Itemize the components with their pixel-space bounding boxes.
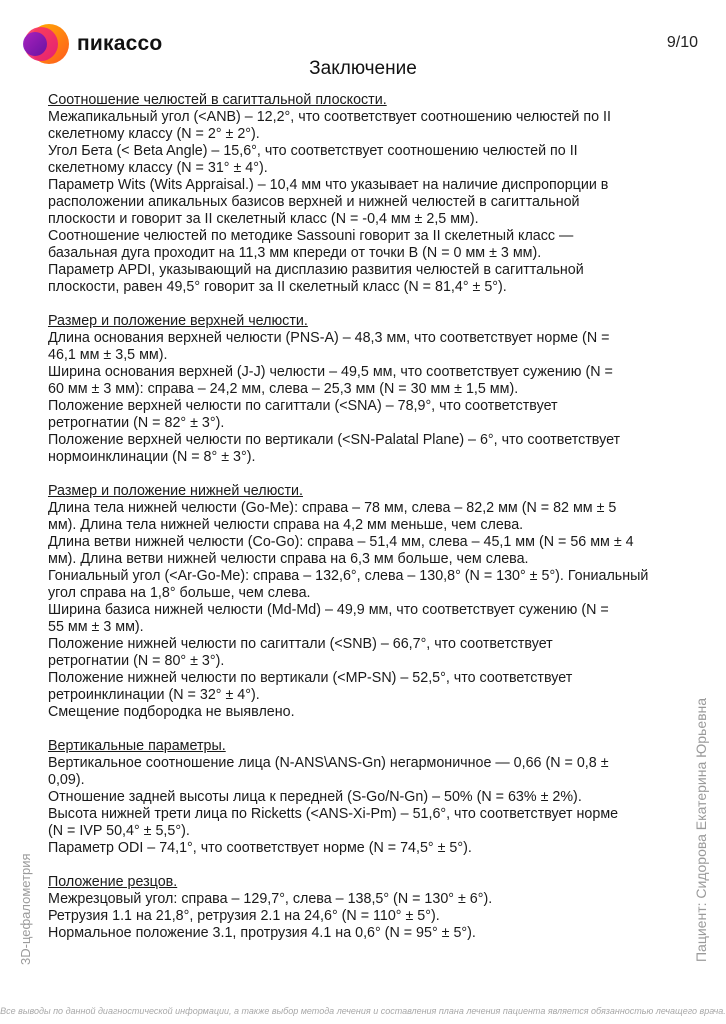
- text-line: 0,09).: [48, 772, 85, 788]
- text-line: угол справа на 1,8° больше, чем слева.: [48, 585, 311, 601]
- section-sagittal: [48, 92, 678, 296]
- footer-disclaimer: Все выводы по данной диагностической информации, а также выбор метода лечения и составления плана лечения пациента является обязанностью лечащего врача.: [0, 1006, 726, 1016]
- text-line: Параметр ODI – 74,1°, что соответствует норме (N = 74,5° ± 5°).: [48, 840, 472, 856]
- section-title: Размер и положение верхней челюсти.: [48, 313, 308, 329]
- section-lower-jaw: [48, 483, 678, 721]
- text-line: Ретрузия 1.1 на 21,8°, ретрузия 2.1 на 24,6° (N = 110° ± 5°).: [48, 908, 440, 924]
- brand-name: пикассо: [77, 32, 163, 55]
- section-vertical: [48, 738, 678, 857]
- side-label-patient: Пациент: Сидорова Екатерина Юрьевна: [693, 697, 709, 962]
- text-line: мм). Длина ветви нижней челюсти справа на 6,3 мм больше, чем слева.: [48, 551, 529, 567]
- text-line: базальная дуга проходит на 11,3 мм кпереди от точки B (N = 0 мм ± 3 мм).: [48, 245, 542, 261]
- text-line: Ширина базиса нижней челюсти (Md-Md) – 49,9 мм, что соответствует сужению (N =: [48, 602, 609, 618]
- text-line: Ширина основания верхней (J-J) челюсти – 49,5 мм, что соответствует сужению (N =: [48, 364, 613, 380]
- text-line: Параметр Wits (Wits Appraisal.) – 10,4 мм что указывает на наличие диспропорции в: [48, 177, 609, 193]
- section-title: Размер и положение нижней челюсти.: [48, 483, 303, 499]
- section-upper-jaw: [48, 313, 678, 466]
- text-line: Положение верхней челюсти по вертикали (<SN-Palatal Plane) – 6°, что соответствует: [48, 432, 621, 448]
- text-line: Угол Бета (< Beta Angle) – 15,6°, что соответствует соотношению челюстей по II: [48, 143, 578, 159]
- text-line: плоскости, равен 49,5° говорит за II скелетный класс (N = 81,4° ± 5°).: [48, 279, 507, 295]
- text-line: Гониальный угол (<Ar-Go-Me): справа – 132,6°, слева – 130,8° (N = 130° ± 5°). Гониальный: [48, 568, 649, 584]
- section-title: Положение резцов.: [48, 874, 178, 890]
- text-line: мм). Длина тела нижней челюсти справа на 4,2 мм меньше, чем слева.: [48, 517, 524, 533]
- text-line: плоскости и говорит за II скелетный класс (N = -0,4 мм ± 2,5 мм).: [48, 211, 479, 227]
- text-line: Положение нижней челюсти по вертикали (<MP-SN) – 52,5°, что соответствует: [48, 670, 573, 686]
- text-line: расположении апикальных базисов верхней и нижней челюстей в сагиттальной: [48, 194, 580, 210]
- text-line: Отношение задней высоты лица к передней (S-Go/N-Gn) – 50% (N = 63% ± 2%).: [48, 789, 582, 805]
- section-incisors: [48, 874, 678, 942]
- page-title: Заключение: [309, 58, 417, 79]
- text-line: Параметр APDI, указывающий на дисплазию развития челюстей в сагиттальной: [48, 262, 584, 278]
- section-title: Вертикальные параметры.: [48, 738, 226, 754]
- side-label-report-type: 3D-цефалометрия: [18, 853, 33, 965]
- text-line: Межрезцовый угол: справа – 129,7°, слева – 138,5° (N = 130° ± 6°).: [48, 891, 493, 907]
- text-line: ретрогнатии (N = 80° ± 3°).: [48, 653, 225, 669]
- report-content: [48, 92, 678, 959]
- text-line: (N = IVP 50,4° ± 5,5°).: [48, 823, 190, 839]
- text-line: Длина ветви нижней челюсти (Co-Go): справа – 51,4 мм, слева – 45,1 мм (N = 56 мм ± 4: [48, 534, 634, 550]
- text-line: 46,1 мм ± 3,5 мм).: [48, 347, 168, 363]
- page-number: 9/10: [666, 34, 698, 51]
- text-line: 60 мм ± 3 мм): справа – 24,2 мм, слева – 25,3 мм (N = 30 мм ± 1,5 мм).: [48, 381, 519, 397]
- text-line: Положение нижней челюсти по сагиттали (<SNB) – 66,7°, что соответствует: [48, 636, 553, 652]
- text-line: Длина тела нижней челюсти (Go-Me): справа – 78 мм, слева – 82,2 мм (N = 82 мм ± 5: [48, 500, 617, 516]
- text-line: скелетному классу (N = 31° ± 4°).: [48, 160, 268, 176]
- text-line: нормоинклинации (N = 8° ± 3°).: [48, 449, 256, 465]
- text-line: Длина основания верхней челюсти (PNS-A) – 48,3 мм, что соответствует норме (N =: [48, 330, 610, 346]
- text-line: ретрогнатии (N = 82° ± 3°).: [48, 415, 225, 431]
- text-line: скелетному классу (N = 2° ± 2°).: [48, 126, 260, 142]
- text-line: Положение верхней челюсти по сагиттали (<SNA) – 78,9°, что соответствует: [48, 398, 558, 414]
- text-line: Нормальное положение 3.1, протрузия 4.1 на 0,6° (N = 95° ± 5°).: [48, 925, 476, 941]
- text-line: Смещение подбородка не выявлено.: [48, 704, 295, 720]
- text-line: Вертикальное соотношение лица (N-ANS\ANS-Gn) негармоничное — 0,66 (N = 0,8 ±: [48, 755, 609, 771]
- section-title: Соотношение челюстей в сагиттальной плоскости.: [48, 92, 387, 108]
- text-line: ретроинклинации (N = 32° ± 4°).: [48, 687, 260, 703]
- text-line: Межапикальный угол (<ANB) – 12,2°, что соответствует соотношению челюстей по II: [48, 109, 611, 125]
- text-line: Соотношение челюстей по методике Sassouni говорит за II скелетный класс —: [48, 228, 574, 244]
- text-line: Высота нижней трети лица по Ricketts (<ANS-Xi-Pm) – 51,6°, что соответствует норме: [48, 806, 619, 822]
- text-line: 55 мм ± 3 мм).: [48, 619, 144, 635]
